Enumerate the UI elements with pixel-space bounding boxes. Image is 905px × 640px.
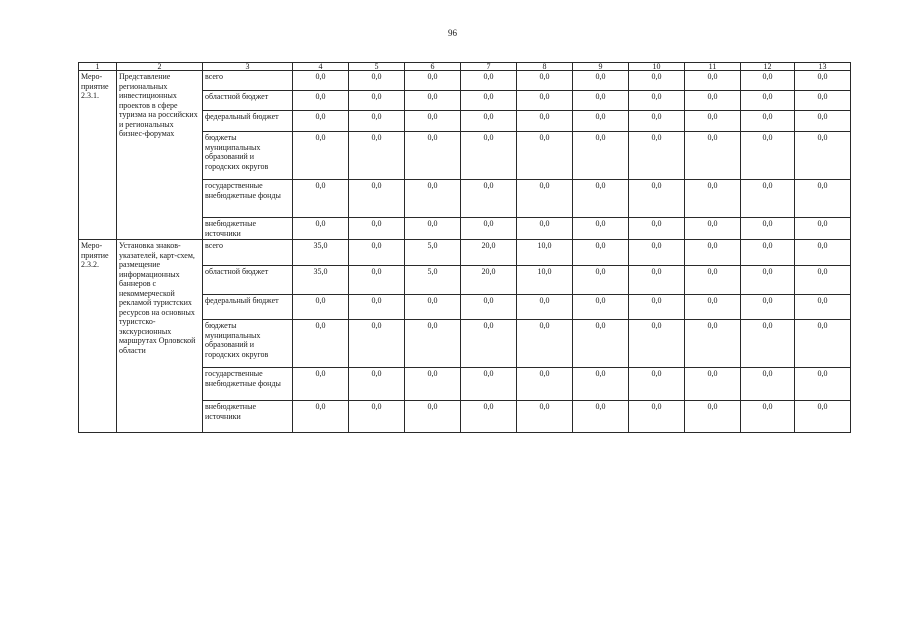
amount-cell: 0,0 <box>685 91 741 111</box>
amount-cell: 0,0 <box>685 368 741 401</box>
amount-cell: 0,0 <box>795 180 851 218</box>
funding-source: областной бюджет <box>203 91 293 111</box>
amount-cell: 0,0 <box>293 295 349 320</box>
amount-cell: 0,0 <box>795 71 851 91</box>
header-cell: 2 <box>117 63 203 71</box>
amount-cell: 0,0 <box>517 368 573 401</box>
amount-cell: 0,0 <box>741 111 795 132</box>
amount-cell: 0,0 <box>517 401 573 433</box>
amount-cell: 0,0 <box>349 91 405 111</box>
amount-cell: 0,0 <box>461 71 517 91</box>
amount-cell: 0,0 <box>405 180 461 218</box>
amount-cell: 0,0 <box>629 240 685 266</box>
amount-cell: 0,0 <box>349 218 405 240</box>
amount-cell: 0,0 <box>461 111 517 132</box>
funding-source: внебюджетные источники <box>203 401 293 433</box>
amount-cell: 0,0 <box>741 91 795 111</box>
amount-cell: 0,0 <box>795 111 851 132</box>
amount-cell: 0,0 <box>795 401 851 433</box>
amount-cell: 0,0 <box>629 91 685 111</box>
amount-cell: 0,0 <box>461 401 517 433</box>
header-cell: 11 <box>685 63 741 71</box>
header-cell: 6 <box>405 63 461 71</box>
amount-cell: 10,0 <box>517 266 573 295</box>
header-cell: 4 <box>293 63 349 71</box>
event-name: Представление региональных инвестиционных проектов в сфере туризма на российских и региональных бизнес-форумах <box>117 71 203 240</box>
amount-cell: 0,0 <box>741 240 795 266</box>
amount-cell: 10,0 <box>517 240 573 266</box>
budget-table <box>78 62 851 433</box>
header-cell: 12 <box>741 63 795 71</box>
header-cell: 5 <box>349 63 405 71</box>
amount-cell: 0,0 <box>461 132 517 180</box>
amount-cell: 0,0 <box>349 295 405 320</box>
amount-cell: 0,0 <box>461 91 517 111</box>
amount-cell: 0,0 <box>629 295 685 320</box>
amount-cell: 0,0 <box>685 320 741 368</box>
amount-cell: 0,0 <box>795 132 851 180</box>
funding-source: государственные внебюджетные фонды <box>203 180 293 218</box>
amount-cell: 0,0 <box>795 368 851 401</box>
header-cell: 13 <box>795 63 851 71</box>
amount-cell: 0,0 <box>405 91 461 111</box>
amount-cell: 0,0 <box>795 266 851 295</box>
amount-cell: 0,0 <box>685 71 741 91</box>
amount-cell: 0,0 <box>629 368 685 401</box>
header-cell: 3 <box>203 63 293 71</box>
amount-cell: 0,0 <box>629 266 685 295</box>
amount-cell: 0,0 <box>629 218 685 240</box>
funding-source: внебюджетные источники <box>203 218 293 240</box>
amount-cell: 0,0 <box>573 218 629 240</box>
funding-source: бюджеты муниципальных образований и городских округов <box>203 132 293 180</box>
amount-cell: 0,0 <box>573 180 629 218</box>
amount-cell: 0,0 <box>629 111 685 132</box>
amount-cell: 0,0 <box>349 320 405 368</box>
amount-cell: 0,0 <box>685 180 741 218</box>
amount-cell: 0,0 <box>741 71 795 91</box>
amount-cell: 0,0 <box>629 180 685 218</box>
amount-cell: 0,0 <box>293 320 349 368</box>
amount-cell: 0,0 <box>349 71 405 91</box>
amount-cell: 0,0 <box>349 401 405 433</box>
amount-cell: 0,0 <box>685 111 741 132</box>
amount-cell: 0,0 <box>685 266 741 295</box>
amount-cell: 0,0 <box>349 266 405 295</box>
amount-cell: 0,0 <box>349 368 405 401</box>
amount-cell: 0,0 <box>573 240 629 266</box>
amount-cell: 0,0 <box>461 368 517 401</box>
amount-cell: 0,0 <box>741 132 795 180</box>
amount-cell: 0,0 <box>293 91 349 111</box>
amount-cell: 0,0 <box>629 320 685 368</box>
amount-cell: 0,0 <box>517 111 573 132</box>
amount-cell: 0,0 <box>293 132 349 180</box>
amount-cell: 0,0 <box>741 266 795 295</box>
amount-cell: 0,0 <box>573 295 629 320</box>
amount-cell: 0,0 <box>293 401 349 433</box>
amount-cell: 0,0 <box>349 240 405 266</box>
amount-cell: 0,0 <box>741 180 795 218</box>
amount-cell: 5,0 <box>405 240 461 266</box>
amount-cell: 0,0 <box>573 132 629 180</box>
table-row <box>79 240 851 266</box>
amount-cell: 0,0 <box>573 401 629 433</box>
header-cell: 7 <box>461 63 517 71</box>
amount-cell: 0,0 <box>685 218 741 240</box>
header-row <box>79 63 851 71</box>
amount-cell: 0,0 <box>795 320 851 368</box>
header-cell: 1 <box>79 63 117 71</box>
amount-cell: 0,0 <box>741 320 795 368</box>
amount-cell: 0,0 <box>517 71 573 91</box>
amount-cell: 0,0 <box>517 295 573 320</box>
amount-cell: 0,0 <box>405 320 461 368</box>
amount-cell: 0,0 <box>629 71 685 91</box>
amount-cell: 0,0 <box>685 240 741 266</box>
amount-cell: 0,0 <box>685 401 741 433</box>
amount-cell: 0,0 <box>349 180 405 218</box>
amount-cell: 0,0 <box>741 401 795 433</box>
funding-source: всего <box>203 240 293 266</box>
amount-cell: 0,0 <box>685 132 741 180</box>
amount-cell: 0,0 <box>517 91 573 111</box>
amount-cell: 20,0 <box>461 240 517 266</box>
amount-cell: 0,0 <box>629 132 685 180</box>
amount-cell: 0,0 <box>405 132 461 180</box>
amount-cell: 0,0 <box>293 368 349 401</box>
amount-cell: 0,0 <box>461 218 517 240</box>
amount-cell: 0,0 <box>405 368 461 401</box>
header-cell: 8 <box>517 63 573 71</box>
page-number: 96 <box>448 28 457 38</box>
amount-cell: 0,0 <box>405 111 461 132</box>
header-cell: 9 <box>573 63 629 71</box>
amount-cell: 0,0 <box>629 401 685 433</box>
funding-source: областной бюджет <box>203 266 293 295</box>
amount-cell: 0,0 <box>795 218 851 240</box>
amount-cell: 0,0 <box>685 295 741 320</box>
amount-cell: 20,0 <box>461 266 517 295</box>
amount-cell: 0,0 <box>573 368 629 401</box>
amount-cell: 0,0 <box>293 71 349 91</box>
table-row <box>79 71 851 91</box>
amount-cell: 0,0 <box>573 320 629 368</box>
amount-cell: 0,0 <box>795 91 851 111</box>
amount-cell: 35,0 <box>293 240 349 266</box>
amount-cell: 0,0 <box>405 401 461 433</box>
funding-source: всего <box>203 71 293 91</box>
table-body <box>79 71 851 433</box>
amount-cell: 0,0 <box>293 218 349 240</box>
amount-cell: 0,0 <box>573 91 629 111</box>
amount-cell: 0,0 <box>461 320 517 368</box>
amount-cell: 0,0 <box>517 180 573 218</box>
funding-source: федеральный бюджет <box>203 111 293 132</box>
amount-cell: 35,0 <box>293 266 349 295</box>
amount-cell: 0,0 <box>405 218 461 240</box>
amount-cell: 0,0 <box>405 295 461 320</box>
amount-cell: 0,0 <box>517 132 573 180</box>
amount-cell: 0,0 <box>741 218 795 240</box>
amount-cell: 0,0 <box>293 180 349 218</box>
amount-cell: 0,0 <box>741 368 795 401</box>
amount-cell: 0,0 <box>573 266 629 295</box>
amount-cell: 0,0 <box>795 240 851 266</box>
event-code: Меро- приятие 2.3.2. <box>79 240 117 433</box>
event-name: Установка знаков-указателей, карт-схем, размещение информационных баннеров с некоммерческой рекламой туристских ресурсов на основных туристско-экскурсионных маршрутах Орловской области <box>117 240 203 433</box>
amount-cell: 0,0 <box>349 111 405 132</box>
amount-cell: 0,0 <box>461 295 517 320</box>
amount-cell: 0,0 <box>349 132 405 180</box>
amount-cell: 0,0 <box>461 180 517 218</box>
header-cell: 10 <box>629 63 685 71</box>
amount-cell: 0,0 <box>405 71 461 91</box>
amount-cell: 0,0 <box>293 111 349 132</box>
funding-source: государственные внебюджетные фонды <box>203 368 293 401</box>
amount-cell: 0,0 <box>517 218 573 240</box>
amount-cell: 0,0 <box>517 320 573 368</box>
amount-cell: 0,0 <box>573 71 629 91</box>
amount-cell: 0,0 <box>795 295 851 320</box>
amount-cell: 5,0 <box>405 266 461 295</box>
amount-cell: 0,0 <box>573 111 629 132</box>
amount-cell: 0,0 <box>741 295 795 320</box>
event-code: Меро- приятие 2.3.1. <box>79 71 117 240</box>
funding-source: бюджеты муниципальных образований и городских округов <box>203 320 293 368</box>
funding-source: федеральный бюджет <box>203 295 293 320</box>
